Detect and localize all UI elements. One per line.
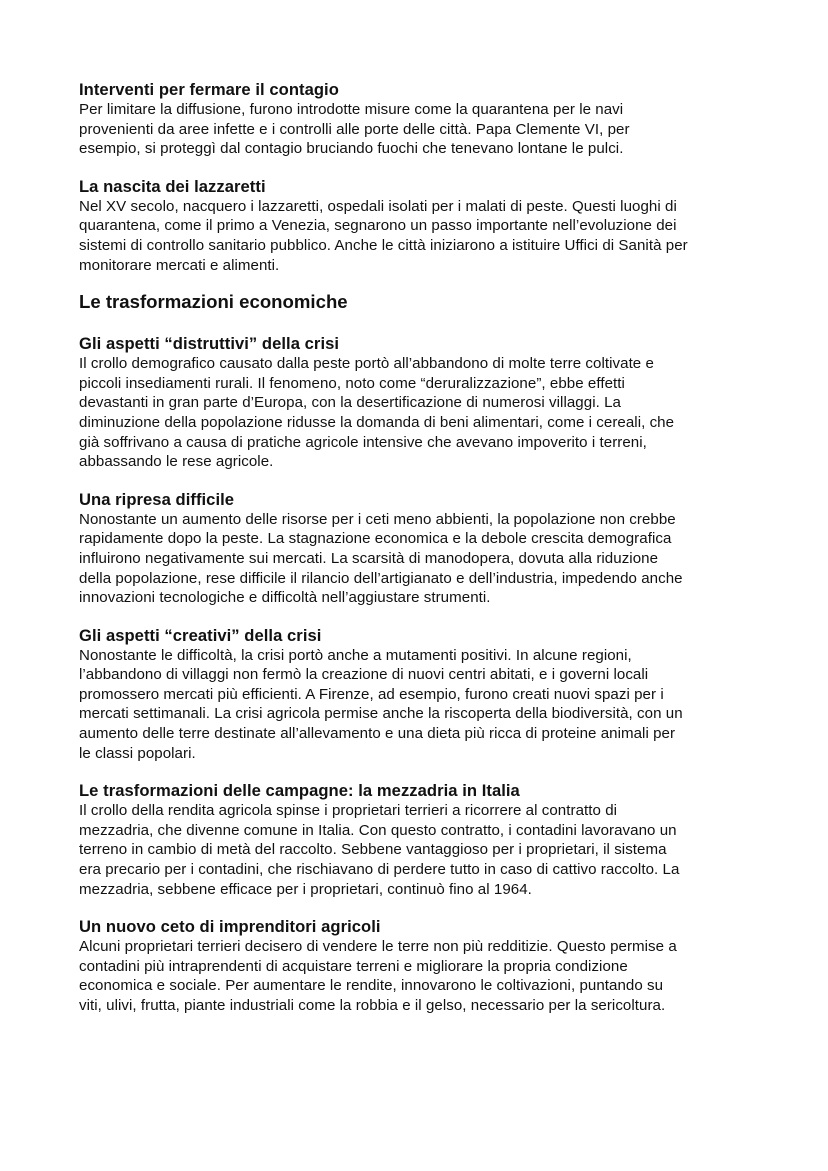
- subsection-ripresa-difficile: [79, 490, 769, 608]
- subsection-imprenditori-agricoli: [79, 917, 769, 1015]
- text-line: abbassando le rese agricole.: [79, 453, 274, 471]
- text-line: rapidamente dopo la peste. La stagnazione economica e la debole crescita demografica: [79, 530, 672, 548]
- text-line: era precario per i contadini, che rischiavano di perdere tutto in caso di cattivo raccolto. La: [79, 861, 680, 879]
- text-line: promossero mercati più efficienti. A Firenze, ad esempio, furono creati nuovi spazi per i: [79, 685, 664, 703]
- subsection-title: Gli aspetti “creativi” della crisi: [79, 625, 322, 645]
- text-line: economica e sociale. Per aumentare le rendite, innovarono le coltivazioni, puntando su: [79, 977, 664, 995]
- subsection-title: Interventi per fermare il contagio: [79, 80, 339, 99]
- subsection-title: Una ripresa difficile: [79, 489, 235, 509]
- text-line: piccoli insediamenti rurali. Il fenomeno, noto come “deruralizzazione”, ebbe effetti: [79, 374, 625, 392]
- text-line: esempio, si proteggì dal contagio bruciando fuochi che tenevano lontane le pulci.: [79, 140, 624, 158]
- subsection-lazzaretti: [79, 177, 769, 275]
- subsection-title: La nascita dei lazzaretti: [79, 176, 266, 196]
- subsection-mezzadria: [79, 781, 769, 899]
- text-line: Il crollo della rendita agricola spinse i proprietari terrieri a ricorrere al contratto di: [79, 802, 618, 820]
- text-line: l’abbandono di villaggi non fermò la creazione di nuovi centri abitati, e i governi locali: [79, 666, 649, 684]
- text-line: diminuzione della popolazione ridusse la domanda di beni alimentari, come i cereali, che: [79, 413, 675, 431]
- subsection-title: Le trasformazioni delle campagne: la mezzadria in Italia: [79, 781, 520, 801]
- text-line: viti, ulivi, frutta, piante industriali come la robbia e il gelso, necessario per la sericoltura.: [79, 997, 666, 1014]
- text-line: già soffrivano a causa di pratiche agricole intensive che avevano impoverito i terreni,: [79, 433, 647, 451]
- document-page: [79, 80, 769, 1016]
- text-line: Nonostante le difficoltà, la crisi portò anche a mutamenti positivi. In alcune regioni,: [79, 646, 632, 664]
- text-line: mezzadria, sebbene efficace per i proprietari, continuò fino al 1964.: [79, 880, 532, 898]
- paragraph: [79, 197, 769, 275]
- text-line: monitorare mercati e alimenti.: [79, 256, 280, 274]
- text-line: Nel XV secolo, nacquero i lazzaretti, ospedali isolati per i malati di peste. Questi luoghi di: [79, 197, 677, 215]
- paragraph: [79, 937, 769, 1015]
- text-line: devastanti in gran parte d’Europa, con la desertificazione di numerosi villaggi. La: [79, 394, 621, 412]
- text-line: mezzadria, che divenne comune in Italia. Con questo contratto, i contadini lavoravano un: [79, 821, 677, 839]
- paragraph: [79, 646, 769, 764]
- text-line: Nonostante un aumento delle risorse per i ceti meno abbienti, la popolazione non crebbe: [79, 510, 676, 528]
- subsection-title: Gli aspetti “distruttivi” della crisi: [79, 334, 340, 354]
- text-line: Alcuni proprietari terrieri decisero di vendere le terre non più redditizie. Questo permise a: [79, 938, 677, 956]
- text-line: della popolazione, rese difficile il rilancio dell’artigianato e dell’industria, impedendo anche: [79, 569, 683, 587]
- paragraph: [79, 354, 769, 472]
- text-line: Il crollo demografico causato dalla peste portò all’abbandono di molte terre coltivate e: [79, 355, 654, 373]
- text-line: aumento delle terre destinate all’allevamento e una dieta più ricca di proteine animali per: [79, 725, 676, 743]
- text-line: contadini più intraprendenti di acquistare terreni e migliorare la propria condizione: [79, 957, 628, 975]
- text-line: mercati settimanali. La crisi agricola permise anche la riscoperta della biodiversità, con un: [79, 705, 683, 723]
- text-line: innovazioni tecnologiche e difficoltà nell’aggiustare strumenti.: [79, 589, 491, 607]
- text-line: sistemi di controllo sanitario pubblico. Anche le città iniziarono a istituire Uffici di Sanità per: [79, 236, 688, 254]
- paragraph: [79, 801, 769, 899]
- paragraph: [79, 510, 769, 608]
- text-line: quarantena, come il primo a Venezia, segnarono un passo importante nell’evoluzione dei: [79, 217, 677, 235]
- text-line: le classi popolari.: [79, 744, 196, 762]
- subsection-interventi-contagio: [79, 80, 769, 159]
- text-line: influirono negativamente sui mercati. La scarsità di manodopera, dovuta alla riduzione: [79, 549, 659, 567]
- subsection-aspetti-distruttivi: [79, 334, 769, 472]
- text-line: provenienti da aree infette e i controlli alle porte delle città. Papa Clemente VI, per: [79, 120, 630, 138]
- subsection-aspetti-creativi: [79, 626, 769, 764]
- paragraph: [79, 100, 769, 159]
- text-line: terreno in cambio di metà del raccolto. Sebbene vantaggioso per i proprietari, il sistema: [79, 841, 667, 859]
- subsection-title: Un nuovo ceto di imprenditori agricoli: [79, 917, 381, 937]
- section-title: Le trasformazioni economiche: [79, 291, 348, 313]
- text-line: Per limitare la diffusione, furono introdotte misure come la quarantena per le navi: [79, 101, 624, 118]
